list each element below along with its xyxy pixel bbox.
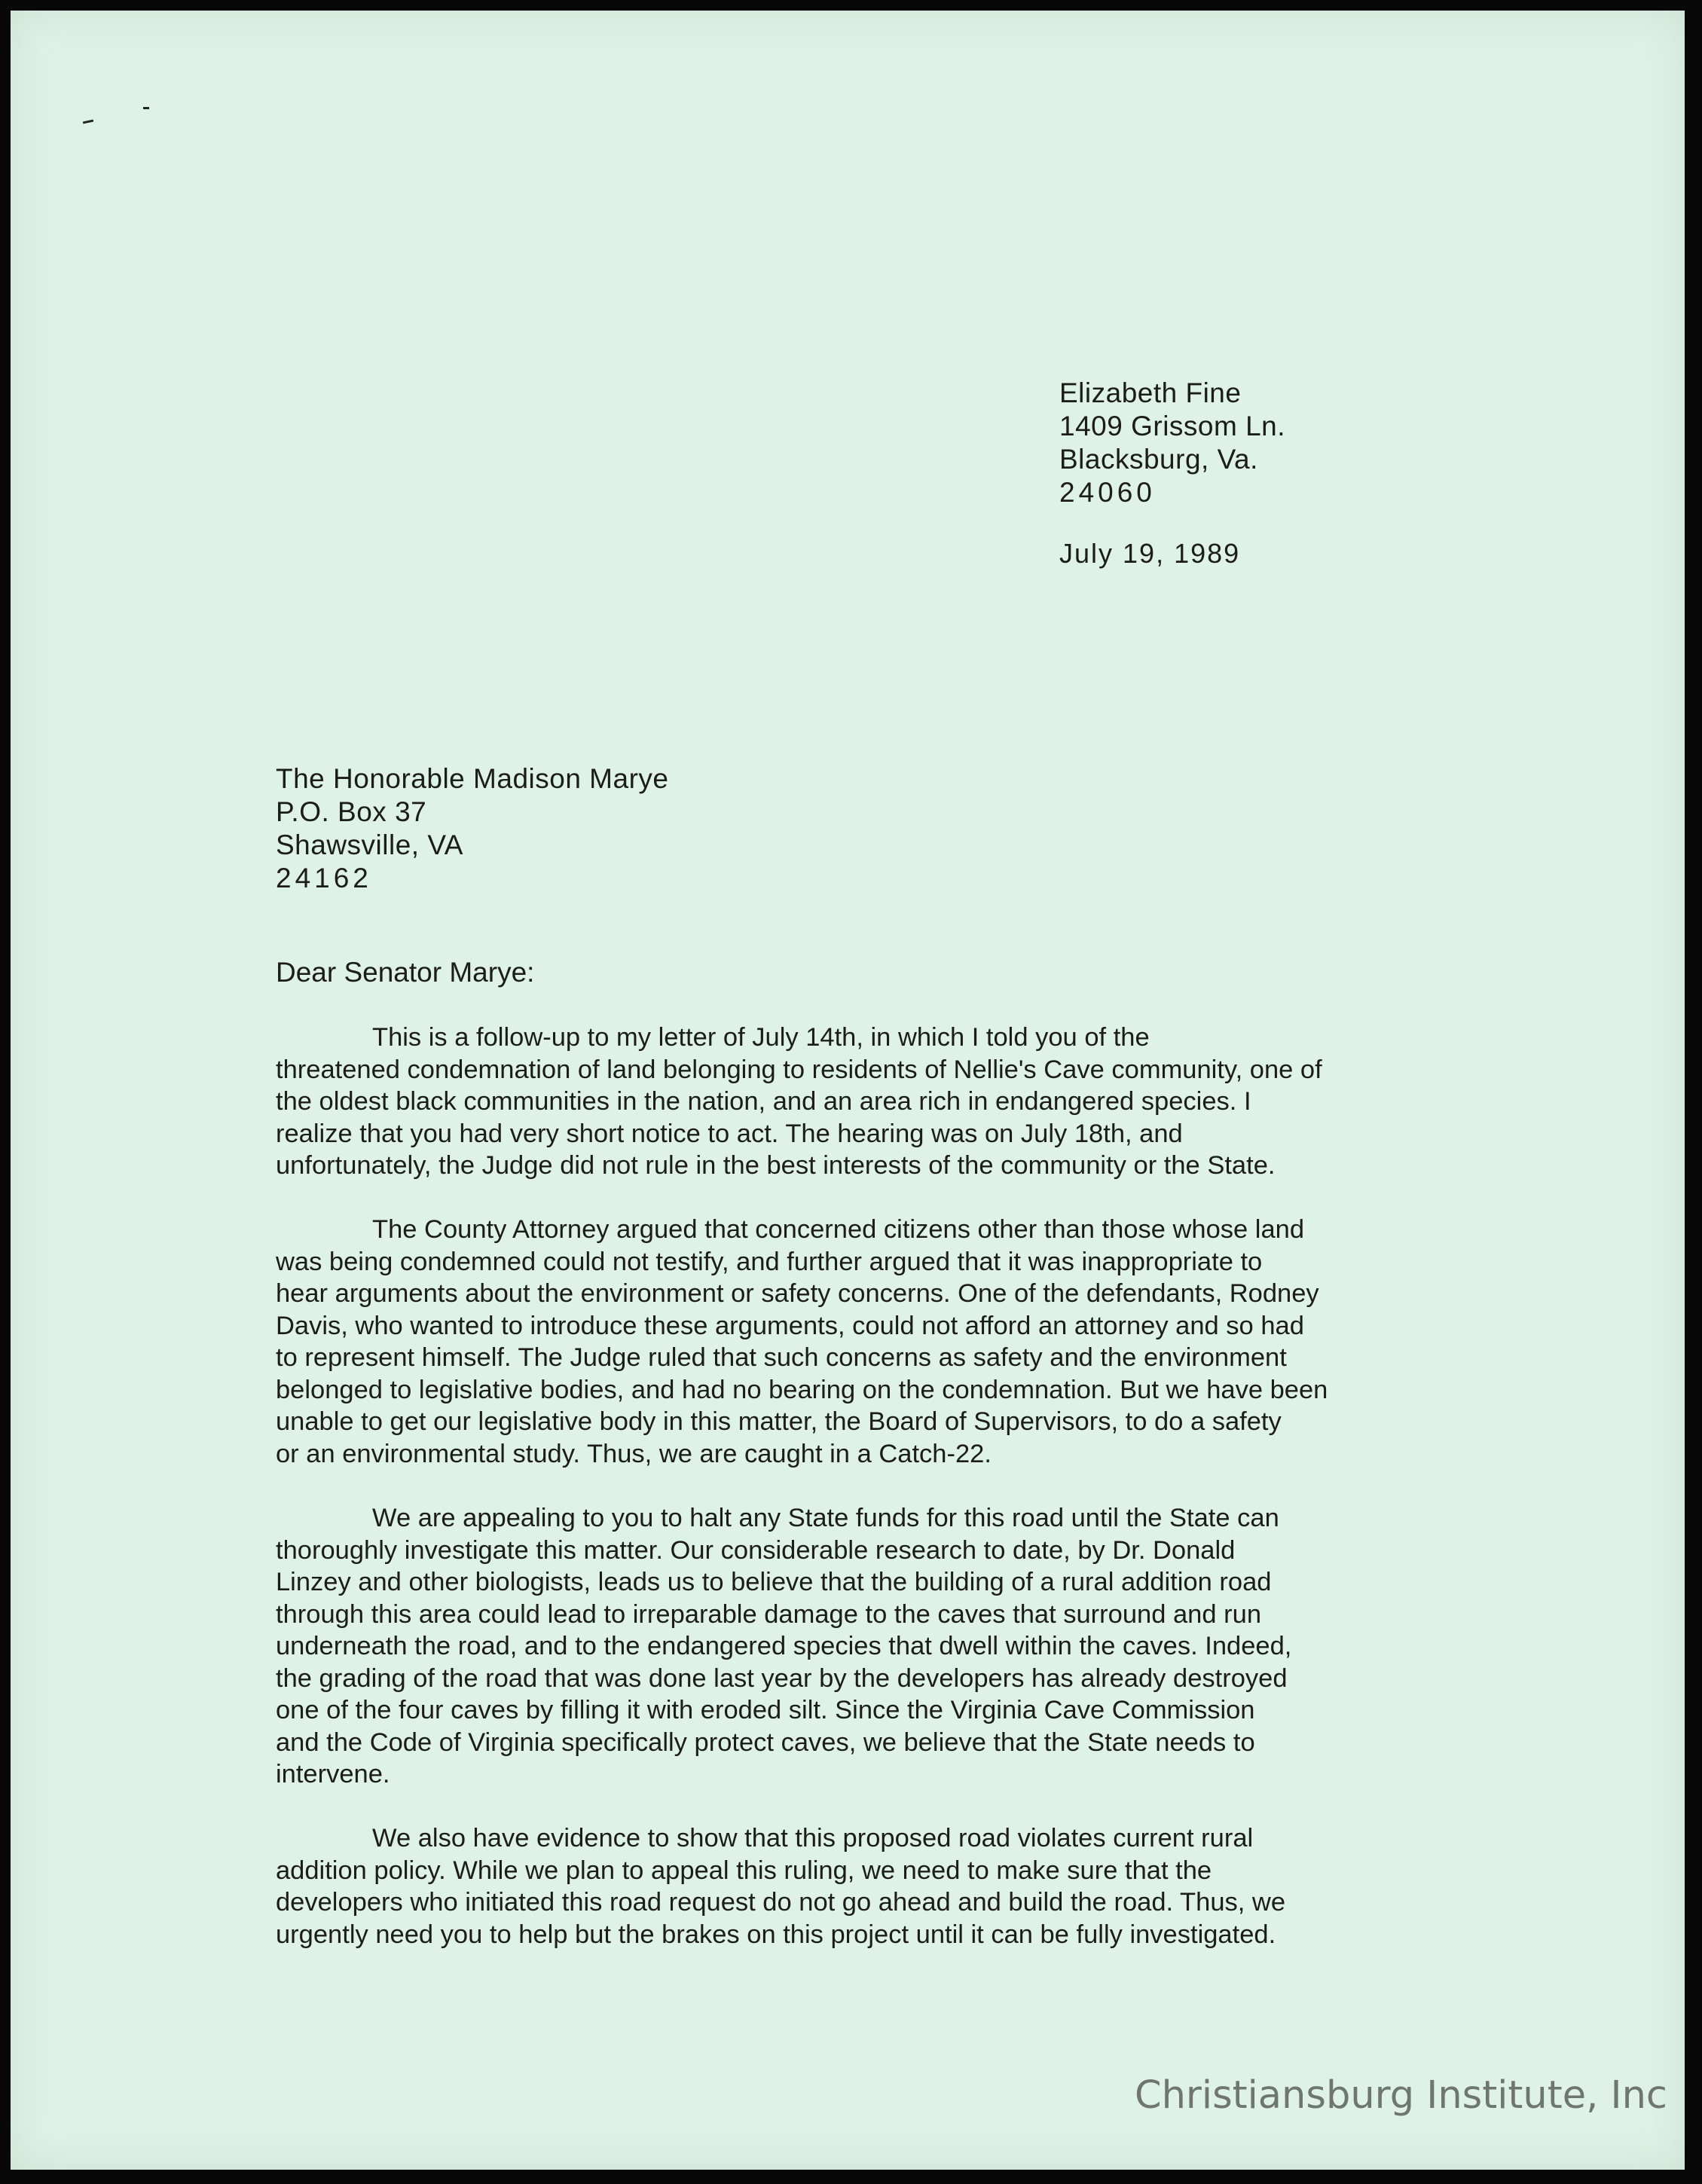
letter-page	[11, 11, 1685, 2170]
sender-street: 1409 Grissom Ln.	[1059, 411, 1286, 441]
letter-date: July 19, 1989	[1059, 538, 1241, 569]
paragraph-line: Davis, who wanted to introduce these arguments, could not afford an attorney and so had	[276, 1311, 1304, 1340]
paragraph-line: intervene.	[276, 1760, 390, 1788]
paragraph-line: belonged to legislative bodies, and had no bearing on the condemnation. But we have been	[276, 1375, 1328, 1404]
paragraph-line: addition policy. While we plan to appeal this ruling, we need to make sure that the	[276, 1856, 1212, 1885]
paragraph-4	[276, 1822, 1451, 1950]
paragraph-line: unable to get our legislative body in this matter, the Board of Supervisors, to do a safety	[276, 1407, 1282, 1436]
paragraph-line: the grading of the road that was done last year by the developers has already destroyed	[276, 1663, 1288, 1693]
paragraph-line: The County Attorney argued that concerned citizens other than those whose land	[372, 1215, 1305, 1244]
paper-speck	[83, 120, 93, 124]
paragraph-line: was being condemned could not testify, and further argued that it was inappropriate to	[276, 1247, 1263, 1276]
paragraph-line: urgently need you to help but the brakes on this project until it can be fully investigated.	[276, 1920, 1276, 1949]
paragraph-line: thoroughly investigate this matter. Our considerable research to date, by Dr. Donald	[276, 1535, 1236, 1565]
paragraph-line: the oldest black communities in the nation, and an area rich in endangered species. I	[276, 1087, 1251, 1116]
paragraph-2	[276, 1214, 1451, 1470]
sender-city: Blacksburg, Va.	[1059, 444, 1258, 475]
paragraph-1	[276, 1022, 1451, 1182]
paragraph-line: one of the four caves by filling it with eroded silt. Since the Virginia Cave Commission	[276, 1696, 1255, 1724]
archive-watermark: Christiansburg Institute, Inc	[1135, 2073, 1667, 2118]
paragraph-line: to represent himself. The Judge ruled that such concerns as safety and the environment	[276, 1343, 1287, 1372]
paragraph-line: We are appealing to you to halt any State funds for this road until the State can	[372, 1504, 1279, 1532]
paragraph-line: or an environmental study. Thus, we are caught in a Catch-22.	[276, 1439, 992, 1468]
paragraph-line: and the Code of Virginia specifically protect caves, we believe that the State needs to	[276, 1727, 1255, 1757]
paragraph-line: hear arguments about the environment or safety concerns. One of the defendants, Rodney	[276, 1279, 1319, 1308]
paragraph-line: Linzey and other biologists, leads us to believe that the building of a rural addition road	[276, 1568, 1272, 1596]
sender-name: Elizabeth Fine	[1059, 377, 1242, 408]
paragraph-line: unfortunately, the Judge did not rule in the best interests of the community or the State.	[276, 1151, 1276, 1180]
paragraph-line: This is a follow-up to my letter of July 14th, in which I told you of the	[372, 1023, 1150, 1052]
paragraph-line: realize that you had very short notice to act. The hearing was on July 18th, and	[276, 1119, 1183, 1148]
recipient-name: The Honorable Madison Marye	[276, 763, 669, 794]
paragraph-line: threatened condemnation of land belonging to residents of Nellie's Cave community, one of	[276, 1055, 1322, 1084]
paragraph-line: We also have evidence to show that this proposed road violates current rural	[372, 1824, 1254, 1853]
sender-address	[1059, 377, 1285, 509]
paragraph-3	[276, 1502, 1451, 1791]
paragraph-line: through this area could lead to irreparable damage to the caves that surround and run	[276, 1599, 1262, 1629]
recipient-address	[276, 762, 668, 895]
paragraph-line: underneath the road, and to the endangered species that dwell within the caves. Indeed,	[276, 1632, 1292, 1660]
salutation: Dear Senator Marye:	[276, 957, 535, 988]
recipient-zip: 24162	[276, 863, 372, 893]
paper-speck	[143, 107, 149, 109]
recipient-city: Shawsville, VA	[276, 829, 463, 860]
paragraph-line: developers who initiated this road request do not go ahead and build the road. Thus, we	[276, 1888, 1286, 1917]
sender-zip: 24060	[1059, 477, 1156, 508]
recipient-box: P.O. Box 37	[276, 796, 427, 827]
